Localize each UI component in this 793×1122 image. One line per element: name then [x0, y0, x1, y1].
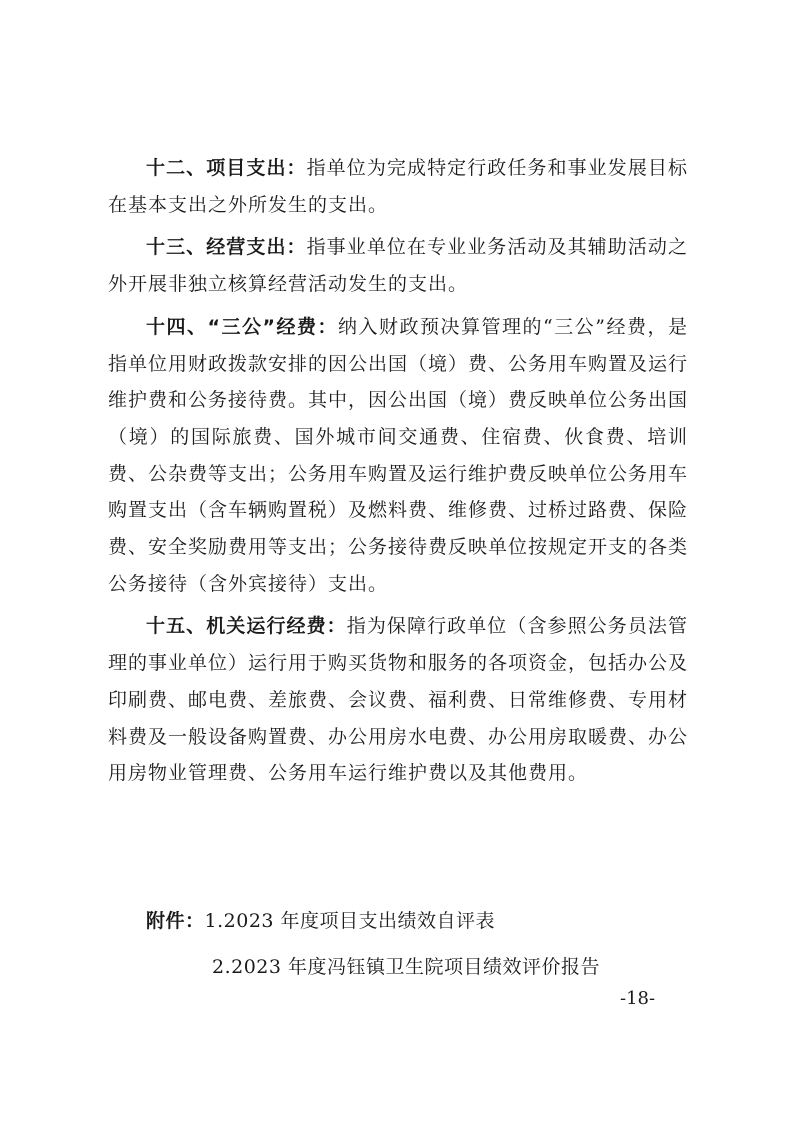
- definition-term: 十二、项目支出：: [146, 157, 307, 179]
- attachment-item: [146, 903, 706, 949]
- definition-paragraph: [108, 309, 688, 603]
- definition-text: 指事业单位在专业业务活动及其辅助活动之外开展非独立核算经营活动发生的支出。: [108, 236, 688, 296]
- definition-text: 指单位为完成特定行政任务和事业发展目标在基本支出之外所发生的支出。: [108, 157, 688, 216]
- definition-paragraph: [108, 608, 688, 792]
- definition-text: 指为保障行政单位（含参照公务员法管理的事业单位）运行用于购买货物和服务的各项资金，包括办公及印刷费、邮电费、差旅费、会议费、福利费、日常维修费、专用材料费及一般设备购置费、办公用房水电费、办公用房取暖费、办公用房物业管理费、公务用车运行维护费以及其他费用。: [108, 615, 689, 785]
- attachments-section: [146, 903, 706, 995]
- attachment-title: 1.2023 年度项目支出绩效自评表: [204, 910, 496, 932]
- attachment-title: 2.2023 年度冯钰镇卫生院项目绩效评价报告: [212, 956, 601, 978]
- definition-term: 十三、经营支出：: [146, 236, 307, 259]
- definition-text: 纳入财政预决算管理的“三公”经费，是指单位用财政拨款安排的因公出国（境）费、公务用车购置及运行维护费和公务接待费。其中，因公出国（境）费反映单位公务出国（境）的国际旅费、国外城市间交通费、住宿费、伙食费、培训费、公杂费等支出；公务用车购置及运行维护费反映单位公务用车购置支出（含车辆购置税）及燃料费、维修费、过桥过路费、保险费、安全奖励费用等支出；公务接待费反映单位按规定开支的各类公务接待（含外宾接待）支出。: [108, 315, 689, 595]
- definition-term: 十四、“三公”经费：: [146, 315, 339, 338]
- definitions-section: [108, 150, 688, 798]
- definition-paragraph: [108, 229, 688, 302]
- page-number: -18-: [620, 988, 656, 1009]
- attachments-label: 附件：: [146, 910, 205, 932]
- definition-term: 十五、机关运行经费：: [146, 615, 347, 638]
- definition-paragraph: [108, 150, 688, 223]
